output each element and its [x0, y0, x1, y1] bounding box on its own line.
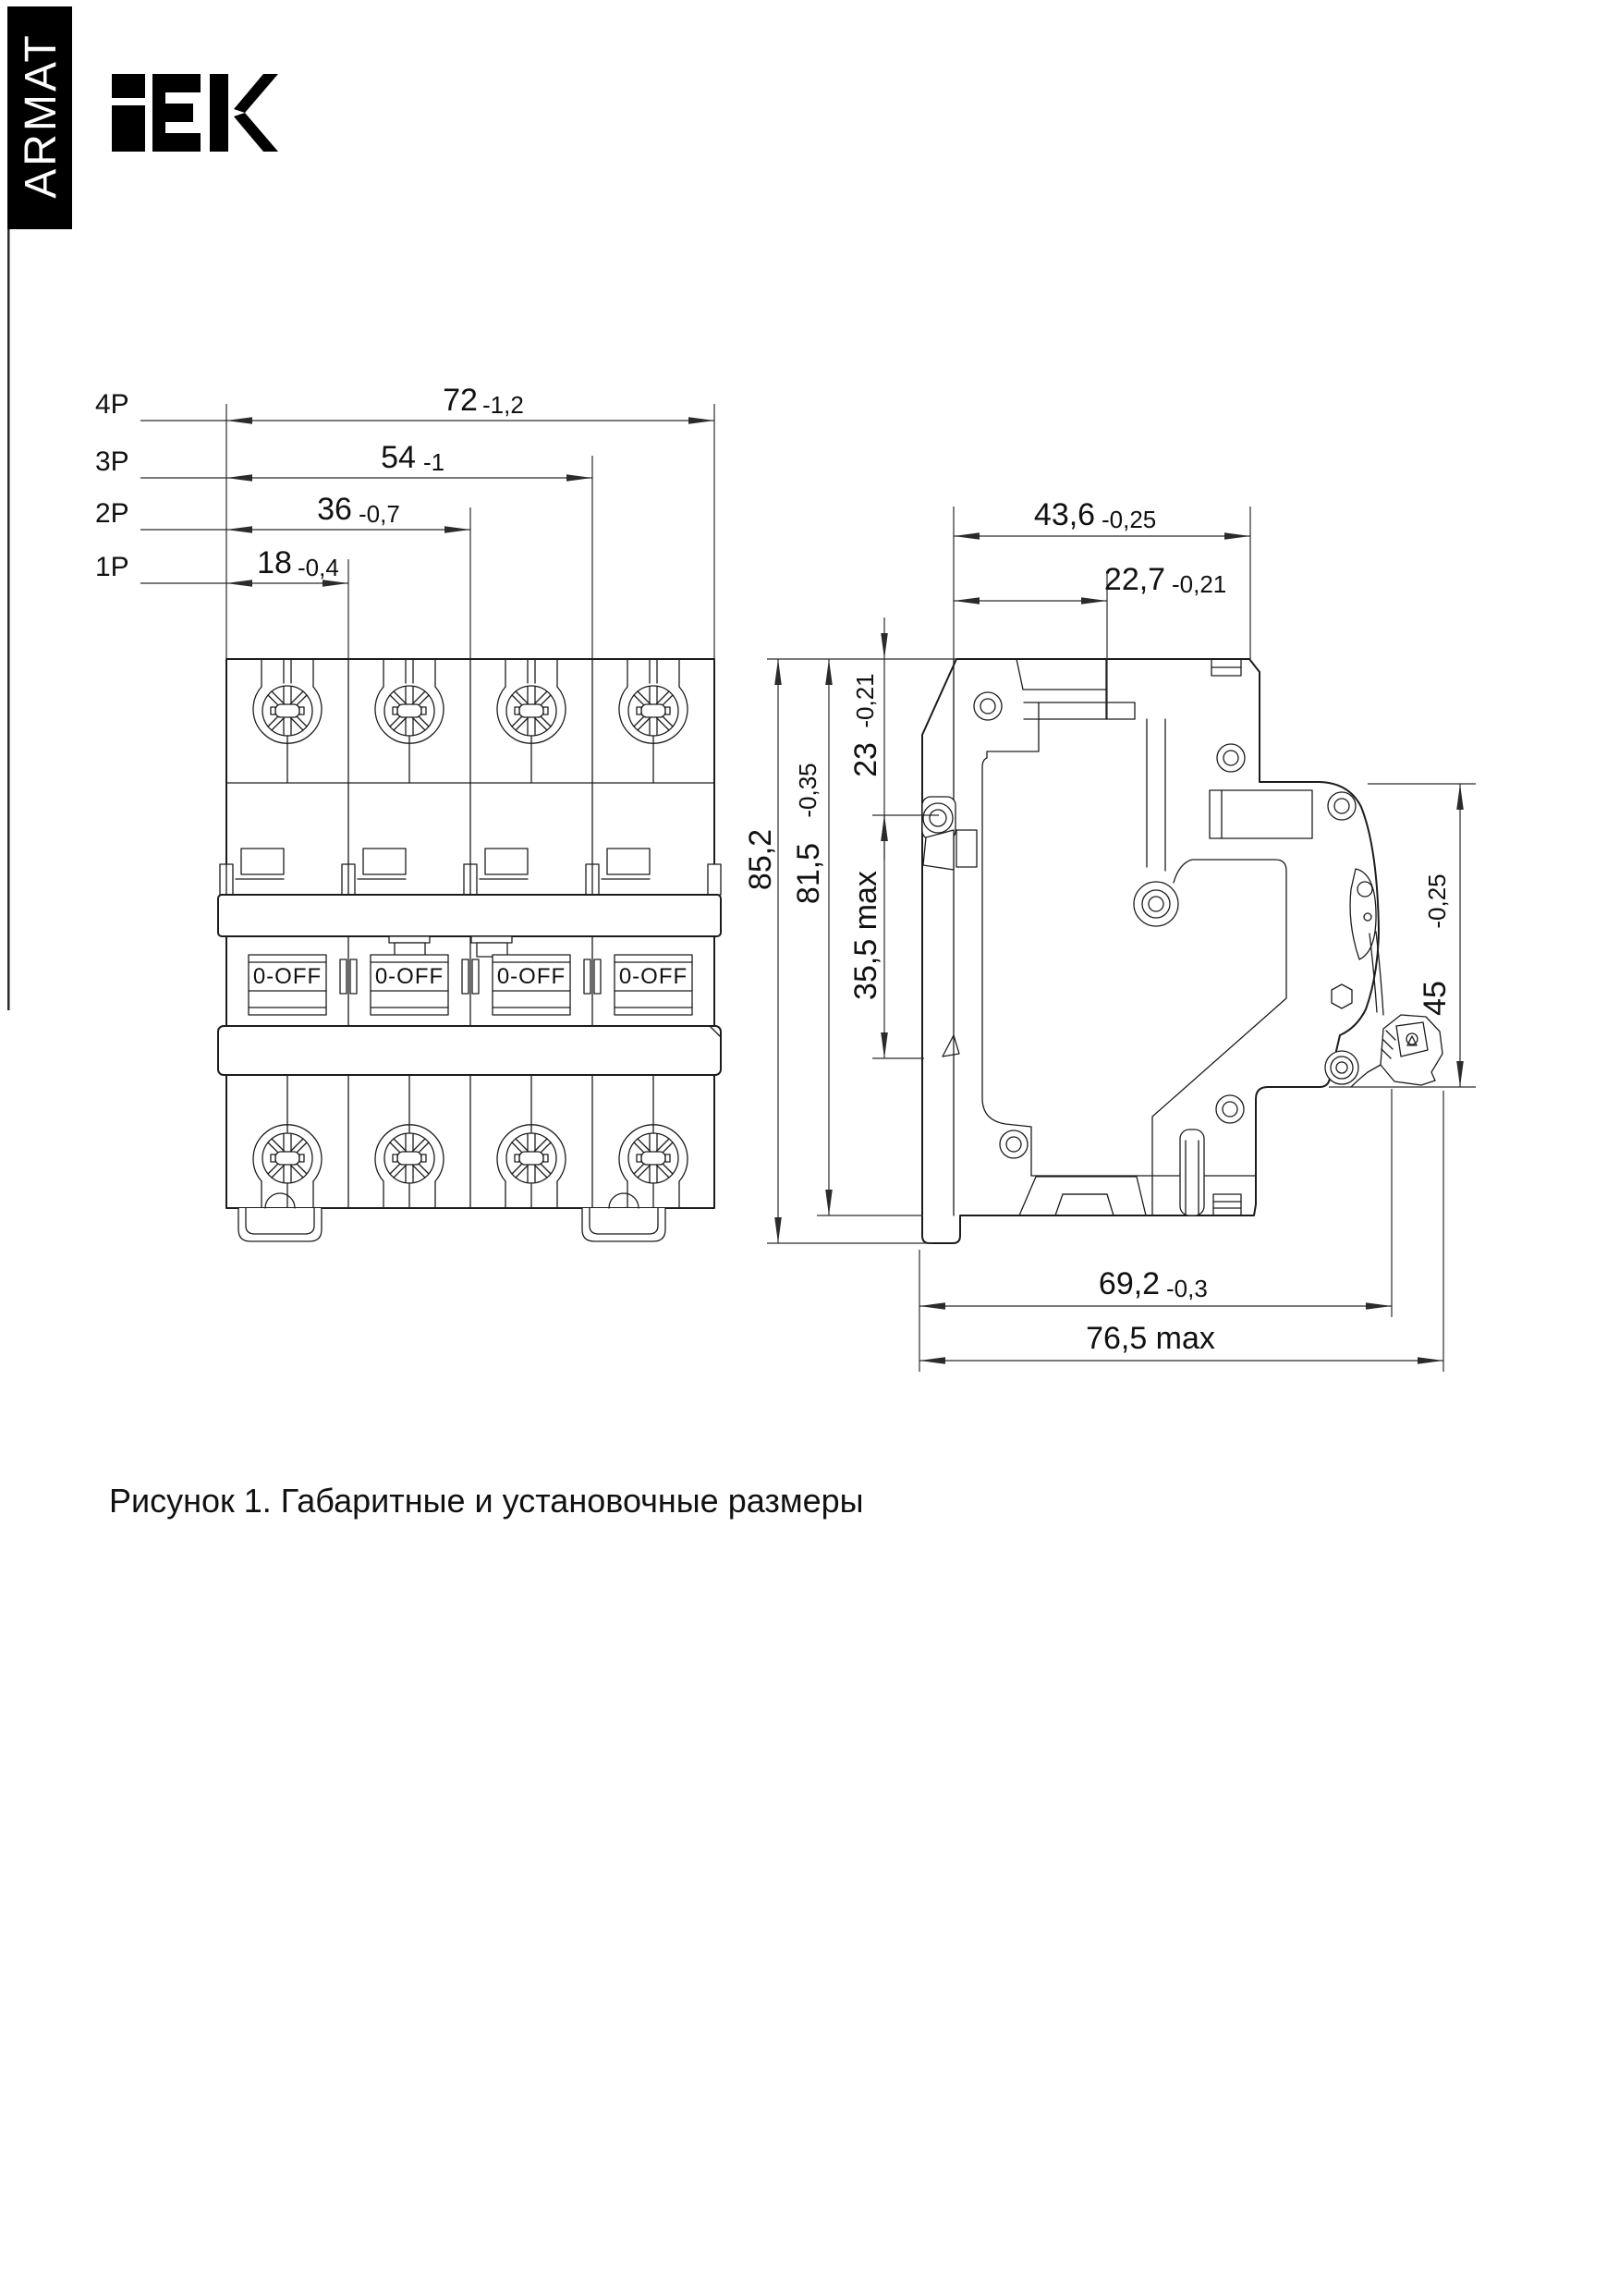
dim-72-tol: -1,2 [482, 391, 524, 419]
dim-43-6-tol: -0,25 [1102, 506, 1157, 533]
lower-tie-bar [218, 1026, 721, 1075]
front-pole-dimensions [95, 383, 714, 659]
sidebar-brand-text: ARMAT [17, 32, 66, 199]
dim-22-7-tol: -0,21 [1172, 570, 1227, 598]
latch-screw [1325, 1051, 1358, 1084]
iek-logo [112, 74, 278, 152]
pole-label-3p: 3P [95, 446, 129, 477]
dim-23-value: 23 [848, 742, 883, 777]
toggle-label-4: 0-OFF [618, 964, 688, 989]
dim-36-tol: -0,7 [359, 500, 400, 528]
pole-label-4p: 4P [95, 389, 129, 420]
dim-54-value: 54 [381, 440, 416, 475]
dim-69-2-tol: -0,3 [1166, 1275, 1208, 1302]
dim-72-value: 72 [443, 383, 478, 418]
toggle-label-1: 0-OFF [252, 964, 323, 989]
dim-18-value: 18 [257, 545, 292, 580]
dim-81-5-tol: -0,35 [794, 763, 822, 818]
front-view-drawing [218, 659, 721, 1241]
dim-69-2-value: 69,2 [1098, 1266, 1161, 1301]
side-view-drawing [922, 659, 1442, 1243]
dim-22-7-value: 22,7 [1103, 562, 1166, 597]
dim-54-tol: -1 [423, 448, 445, 476]
page-edge-line [7, 229, 10, 1010]
toggle-label-2: 0-OFF [374, 964, 444, 989]
dim-45-tol: -0,25 [1423, 873, 1451, 929]
pole-label-2p: 2P [95, 498, 129, 529]
dim-76-5-value: 76,5 max [1086, 1321, 1215, 1356]
breaker-body-side [922, 659, 1379, 1243]
dim-43-6-value: 43,6 [1033, 497, 1096, 532]
figure-caption: Рисунок 1. Габаритные и установочные размеры [109, 1482, 864, 1520]
dim-18-tol: -0,4 [298, 554, 339, 581]
dim-81-5-value: 81,5 [791, 842, 826, 905]
dim-45-value: 45 [1418, 981, 1453, 1016]
dim-35-5-value: 35,5 max [848, 871, 883, 1000]
dim-23-tol: -0,21 [851, 673, 879, 728]
brand-sidebar [7, 6, 72, 1010]
dim-85-2-value: 85,2 [743, 828, 778, 891]
dim-36-value: 36 [317, 492, 352, 527]
pole-label-1p: 1P [95, 552, 129, 582]
toggle-label-3: 0-OFF [496, 964, 566, 989]
